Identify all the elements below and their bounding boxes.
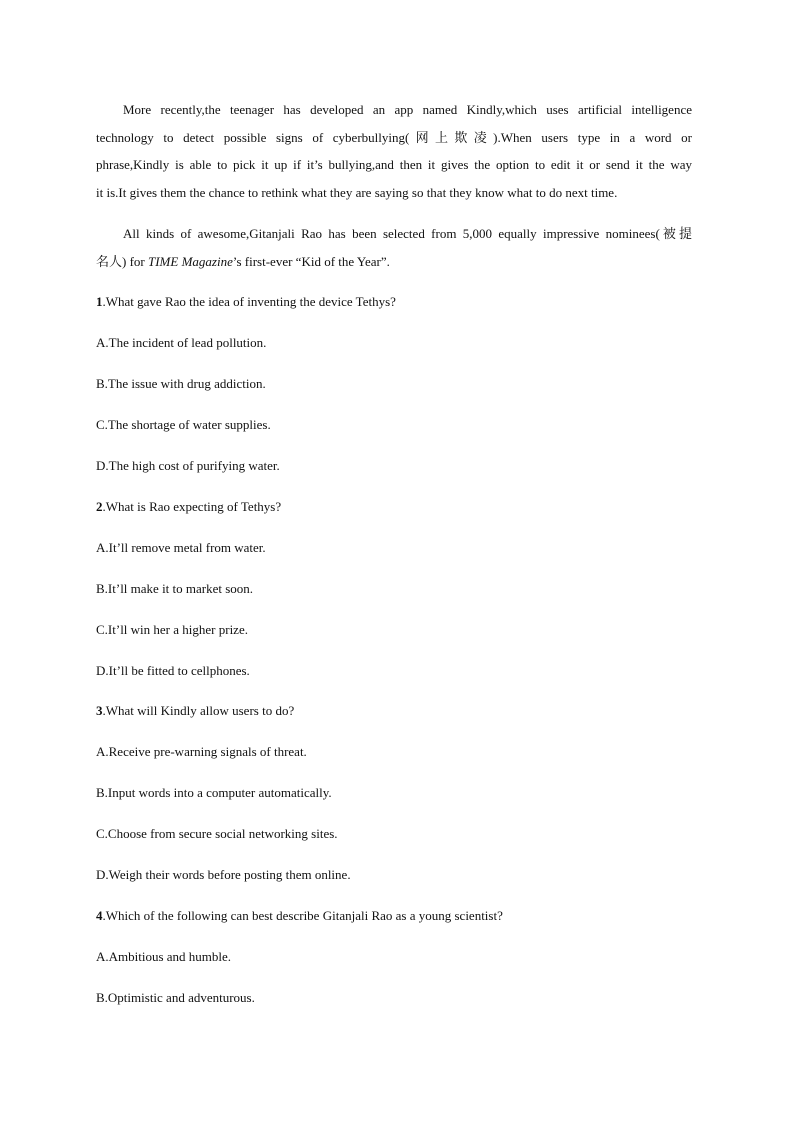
passage-line-text: technology to detect possible signs of cyberbullying(网上欺凌).When users type in a word or	[96, 129, 692, 145]
magazine-title: TIME Magazine	[148, 253, 233, 269]
option-2c: C.It’ll win her a higher prize.	[96, 622, 248, 637]
question-text: .What gave Rao the idea of inventing the device Tethys?	[102, 294, 396, 309]
question-text: .What will Kindly allow users to do?	[102, 703, 295, 718]
option-2d: D.It’ll be fitted to cellphones.	[96, 663, 250, 678]
option-1a: A.The incident of lead pollution.	[96, 335, 267, 350]
passage-text: 名人) for	[96, 253, 148, 269]
question-number: 2	[96, 499, 103, 514]
question-number: 3	[96, 703, 103, 718]
passage-text: ’s first-ever “Kid of the Year”.	[232, 253, 390, 269]
question-number: 1	[96, 294, 103, 309]
option-2a: A.It’ll remove metal from water.	[96, 540, 266, 555]
option-3c: C.Choose from secure social networking sites.	[96, 826, 338, 841]
passage-line-text: All kinds of awesome,Gitanjali Rao has been selected from 5,000 equally impressive nominees(被提	[123, 226, 692, 241]
option-3b: B.Input words into a computer automatically.	[96, 785, 332, 800]
passage-line	[96, 96, 692, 124]
passage-line-text: it is.It gives them the chance to rethink what they are saying so that they know what to do next time.	[96, 184, 618, 200]
option-4a: A.Ambitious and humble.	[96, 949, 232, 964]
option-2b: B.It’ll make it to market soon.	[96, 581, 254, 596]
option-1d: D.The high cost of purifying water.	[96, 458, 280, 473]
passage-line-text: phrase,Kindly is able to pick it up if it’s bullying,and then it gives the option to edit it or send it the way	[96, 157, 692, 172]
option-4b: B.Optimistic and adventurous.	[96, 990, 255, 1005]
passage-line	[96, 179, 692, 207]
option-1c: C.The shortage of water supplies.	[96, 417, 271, 432]
question-1	[96, 294, 396, 310]
question-4	[96, 908, 503, 924]
passage-paragraph-1	[96, 96, 692, 206]
option-1b: B.The issue with drug addiction.	[96, 376, 266, 391]
option-3a: A.Receive pre-warning signals of threat.	[96, 744, 307, 759]
question-2	[96, 499, 281, 515]
passage-line	[96, 124, 692, 152]
question-text: .Which of the following can best describe Gitanjali Rao as a young scientist?	[102, 908, 503, 923]
option-3d: D.Weigh their words before posting them online.	[96, 867, 351, 882]
passage-line	[96, 220, 692, 248]
question-3	[96, 703, 294, 719]
passage-line	[96, 248, 692, 276]
passage-line	[96, 151, 692, 179]
question-number: 4	[96, 908, 103, 923]
passage-line-text: More recently,the teenager has developed an app named Kindly,which uses artificial intelligence	[123, 102, 692, 117]
passage-paragraph-2	[96, 220, 692, 275]
question-text: .What is Rao expecting of Tethys?	[102, 499, 282, 514]
